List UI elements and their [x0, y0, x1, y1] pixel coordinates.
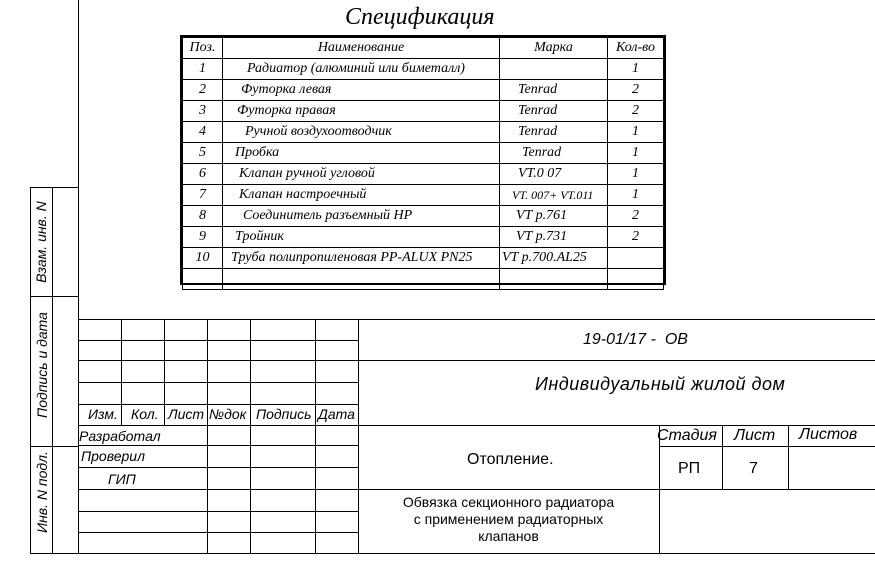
- header-list: Лист: [168, 406, 205, 422]
- spec-row: [183, 143, 664, 164]
- row-name: Тройник: [223, 227, 500, 248]
- role-prover: Проверил: [81, 448, 145, 464]
- side-strip-outer-line: [30, 187, 31, 554]
- row-pos: 5: [183, 143, 223, 164]
- header-podpis: Подпись: [256, 406, 312, 422]
- inv-podl-label: Инв. N подл.: [34, 451, 50, 533]
- spec-row: [183, 101, 664, 122]
- row-name: Клапан настроечный: [223, 185, 500, 206]
- sheets-label: Листов: [799, 426, 858, 443]
- row-qty: 1: [608, 59, 664, 80]
- row-name: Футорка левая: [223, 80, 500, 101]
- spec-title: Спецификация: [345, 4, 495, 30]
- specification-table: [180, 35, 666, 285]
- stamp-col-line: [250, 319, 251, 554]
- stamp-stage-mid: [722, 425, 723, 489]
- stamp-row-line: [78, 445, 358, 446]
- sheet-title-line: клапанов: [478, 528, 539, 544]
- row-mark: Tenrad: [500, 122, 608, 143]
- row-qty: 1: [608, 185, 664, 206]
- sheet-title: [358, 494, 659, 545]
- stamp-row-line: [78, 404, 358, 405]
- row-qty: 2: [608, 101, 664, 122]
- row-mark: Tenrad: [500, 101, 608, 122]
- row-mark: Tenrad: [500, 80, 608, 101]
- stage-label: Стадия: [657, 427, 717, 444]
- stamp-stage-right: [788, 425, 789, 489]
- frame-bottom-border: [30, 553, 875, 554]
- row-mark: VT.0 07: [500, 164, 608, 185]
- header-ndok: №док: [209, 406, 247, 422]
- row-pos: 1: [183, 59, 223, 80]
- sheet-label: Лист: [734, 427, 776, 444]
- side-strip-divider: [52, 187, 53, 554]
- spec-row: [183, 59, 664, 80]
- header-kol: Кол.: [131, 406, 159, 422]
- row-qty: 2: [608, 80, 664, 101]
- sheet-title-line: Обвязка секционного радиатора: [402, 494, 615, 510]
- section-name: Отопление.: [467, 451, 554, 468]
- stamp-row-line: [78, 532, 358, 533]
- row-pos: 10: [183, 248, 223, 269]
- header-pos: Поз.: [183, 38, 223, 59]
- row-qty: 1: [608, 143, 664, 164]
- stamp-row-line: [78, 511, 358, 512]
- stage-value: РП: [678, 460, 701, 477]
- role-gip: ГИП: [108, 471, 136, 487]
- stamp-col-line: [121, 319, 122, 425]
- row-qty: 1: [608, 122, 664, 143]
- document-code: 19-01/17 - ОВ: [583, 331, 688, 348]
- row-name: Клапан ручной угловой: [223, 164, 500, 185]
- header-name: Наименование: [223, 38, 500, 59]
- row-pos: 3: [183, 101, 223, 122]
- spec-row: [183, 164, 664, 185]
- row-mark: Tenrad: [500, 143, 608, 164]
- vzam-inv-label: Взам. инв. N: [33, 201, 49, 283]
- stamp-header-bottom: [78, 425, 875, 426]
- stamp-stage-header-bottom: [659, 446, 875, 447]
- side-strip-sep-1: [30, 296, 78, 297]
- row-name: Труба полипропиленовая PP-ALUX PN25: [223, 248, 500, 269]
- sheet-title-line: с применением радиаторных: [413, 511, 604, 527]
- stamp-code-bottom: [78, 360, 875, 361]
- stamp-row-line: [78, 382, 358, 383]
- spec-row: [183, 248, 664, 269]
- header-mark: Марка: [500, 38, 608, 59]
- side-strip-top: [30, 187, 78, 188]
- podpis-data-label: Подпись и дата: [34, 312, 50, 418]
- row-mark: VT. 007+ VT.011: [500, 185, 608, 206]
- row-pos: 9: [183, 227, 223, 248]
- row-pos: 7: [183, 185, 223, 206]
- header-izm: Изм.: [88, 406, 118, 422]
- row-mark: VT р.731: [500, 227, 608, 248]
- spec-row: [183, 185, 664, 206]
- stamp-col-line: [164, 319, 165, 425]
- stamp-col-line: [207, 319, 208, 554]
- header-data: Дата: [318, 406, 355, 422]
- stamp-row-line: [78, 340, 358, 341]
- row-pos: 4: [183, 122, 223, 143]
- spec-row: [183, 80, 664, 101]
- row-name: Футорка правая: [223, 101, 500, 122]
- row-qty: [608, 248, 664, 269]
- row-qty: 2: [608, 206, 664, 227]
- row-mark: VT р.761: [500, 206, 608, 227]
- row-qty: 1: [608, 164, 664, 185]
- row-name: Радиатор (алюминий или биметалл): [223, 59, 500, 80]
- row-name: Ручной воздухоотводчик: [223, 122, 500, 143]
- sheet-number: 7: [749, 460, 758, 477]
- spec-row: [183, 206, 664, 227]
- spec-header-row: [183, 38, 664, 59]
- frame-left-border: [78, 0, 79, 554]
- row-name: Пробка: [223, 143, 500, 164]
- spec-row: [183, 227, 664, 248]
- role-razrab: Разработал: [79, 428, 161, 444]
- stamp-stage-left: [659, 425, 660, 554]
- row-pos: 8: [183, 206, 223, 227]
- spec-empty-row: [183, 269, 664, 290]
- stamp-top-line: [78, 319, 875, 320]
- row-mark: [500, 59, 608, 80]
- stamp-row-line: [78, 467, 358, 468]
- row-qty: 2: [608, 227, 664, 248]
- stamp-col-line: [315, 319, 316, 554]
- stamp-row-line: [78, 489, 875, 490]
- header-qty: Кол-во: [608, 38, 664, 59]
- object-name: Индивидуальный жилой дом: [535, 374, 786, 394]
- row-pos: 6: [183, 164, 223, 185]
- spec-row: [183, 122, 664, 143]
- row-pos: 2: [183, 80, 223, 101]
- row-name: Соединитель разъемный НР: [223, 206, 500, 227]
- row-mark: VT р.700.AL25: [500, 248, 608, 269]
